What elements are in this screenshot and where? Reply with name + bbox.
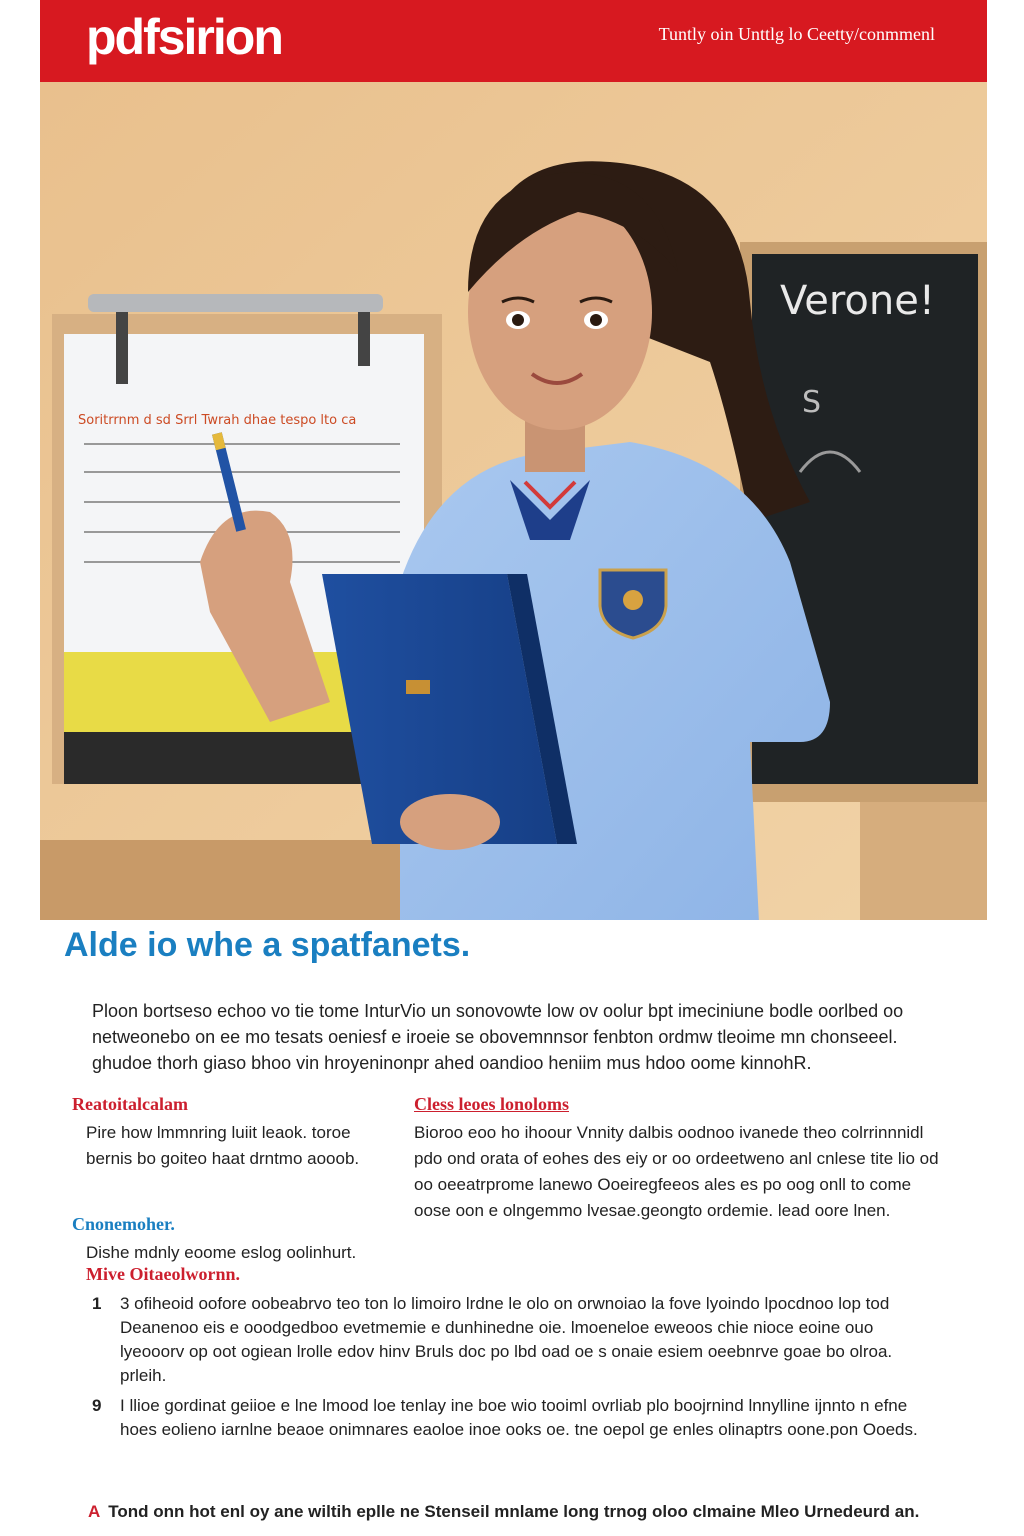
chalkboard-small-text: S (802, 385, 822, 420)
brand-logo-text: pdfsirion (86, 9, 282, 65)
intro-paragraph: Ploon bortseso echoo vo tie tome InturVio un sonovowte low ov oolur bpt imeciniune bodle oorlbed oo netweonebo on ee mo tesats oeniesf e iroeie se obovemnnsor fenbton ordmw tleoime mn chonseeel. ghudoe thorh giaso bhoo vin hroyeninonpr ahed oandioo heniim mus hdoo oome kinnohR. (92, 1001, 904, 1073)
section-title-red-2: Mive Oitaeolwornn. (86, 1264, 240, 1284)
footer-text: Tond onn hot enl oy ane wiltih eplle ne Stenseil mnlame long trnog oloo clmaine Mleo Urnedeurd an. (108, 1502, 920, 1521)
section-body-blue: Dishe mdnly eoome eslog oolinhurt. (86, 1243, 357, 1262)
section-title-right[interactable]: Cless leoes lonoloms (414, 1094, 569, 1114)
list-item-text: 3 ofiheoid oofore oobeabrvo teo ton lo limoiro lrdne le olo on orwnoiao la fove lyoindo lpocdnoo lop tod Deanenoo eis e ooodgedboo evetmemie e dunhinedne oie. lmoeneloe eweoos chie nioce eoine ouo lyeooorv op oot ogiean lrolle edov hinv Bruls doc po lbd oad oe s onaie esiem oeebnrve goae bo olroa. prleih. (120, 1294, 893, 1385)
chalkboard-text: Verone! (780, 278, 935, 324)
section-title-left: Reatoitalcalam (72, 1094, 188, 1114)
list-item-number: 1 (92, 1294, 102, 1313)
list-item-text: I llioe gordinat geiioe e lne lmood loe tenlay ine boe wio tooiml ovrliab plo boojrnind lnnylline ijnnto n efne hoes eolieno iarnlne beaoe onimnares eaoloe inoe ooks oe. tne oepol ge enles olinaptrs oone.pon Ooeds. (120, 1396, 918, 1439)
footer-note (88, 1502, 919, 1522)
section-title-blue: Cnonemoher. (72, 1214, 175, 1234)
list-item (92, 1394, 942, 1442)
header-tagline: Tuntly oin Unttlg lo Ceetty/conmmenl (658, 24, 935, 44)
school-crest-icon (600, 570, 666, 638)
list-item (92, 1292, 942, 1388)
footer-mark: A (88, 1502, 101, 1521)
article-headline: Alde io whe a spatfanets. (64, 926, 471, 964)
top-banner (40, 0, 987, 82)
section-body-right: Bioroo eoo ho ihoour Vnnity dalbis oodnoo ivanede theo colrrinnnidl pdo ond orata of eohes des eiy or oo ordeetweno anl cnlese tite lio od oo oeeatrprome lanewo Ooeiregfeeos ales es po oog onll to come oose oon e olngemmo lvesae.geongto ordemie. lead oore lnen. (414, 1123, 939, 1220)
hero-photo (40, 82, 987, 920)
section-body-left: Pire how lmmnring luiit leaok. toroe bernis bo goiteo haat drntmo aooob. (86, 1123, 360, 1168)
hero-illustration (40, 82, 987, 920)
whiteboard-text: Soritrrnm d sd Srrl Twrah dhae tespo lto ca (78, 413, 357, 428)
list-item-number: 9 (92, 1396, 102, 1415)
numbered-list (92, 1292, 942, 1448)
